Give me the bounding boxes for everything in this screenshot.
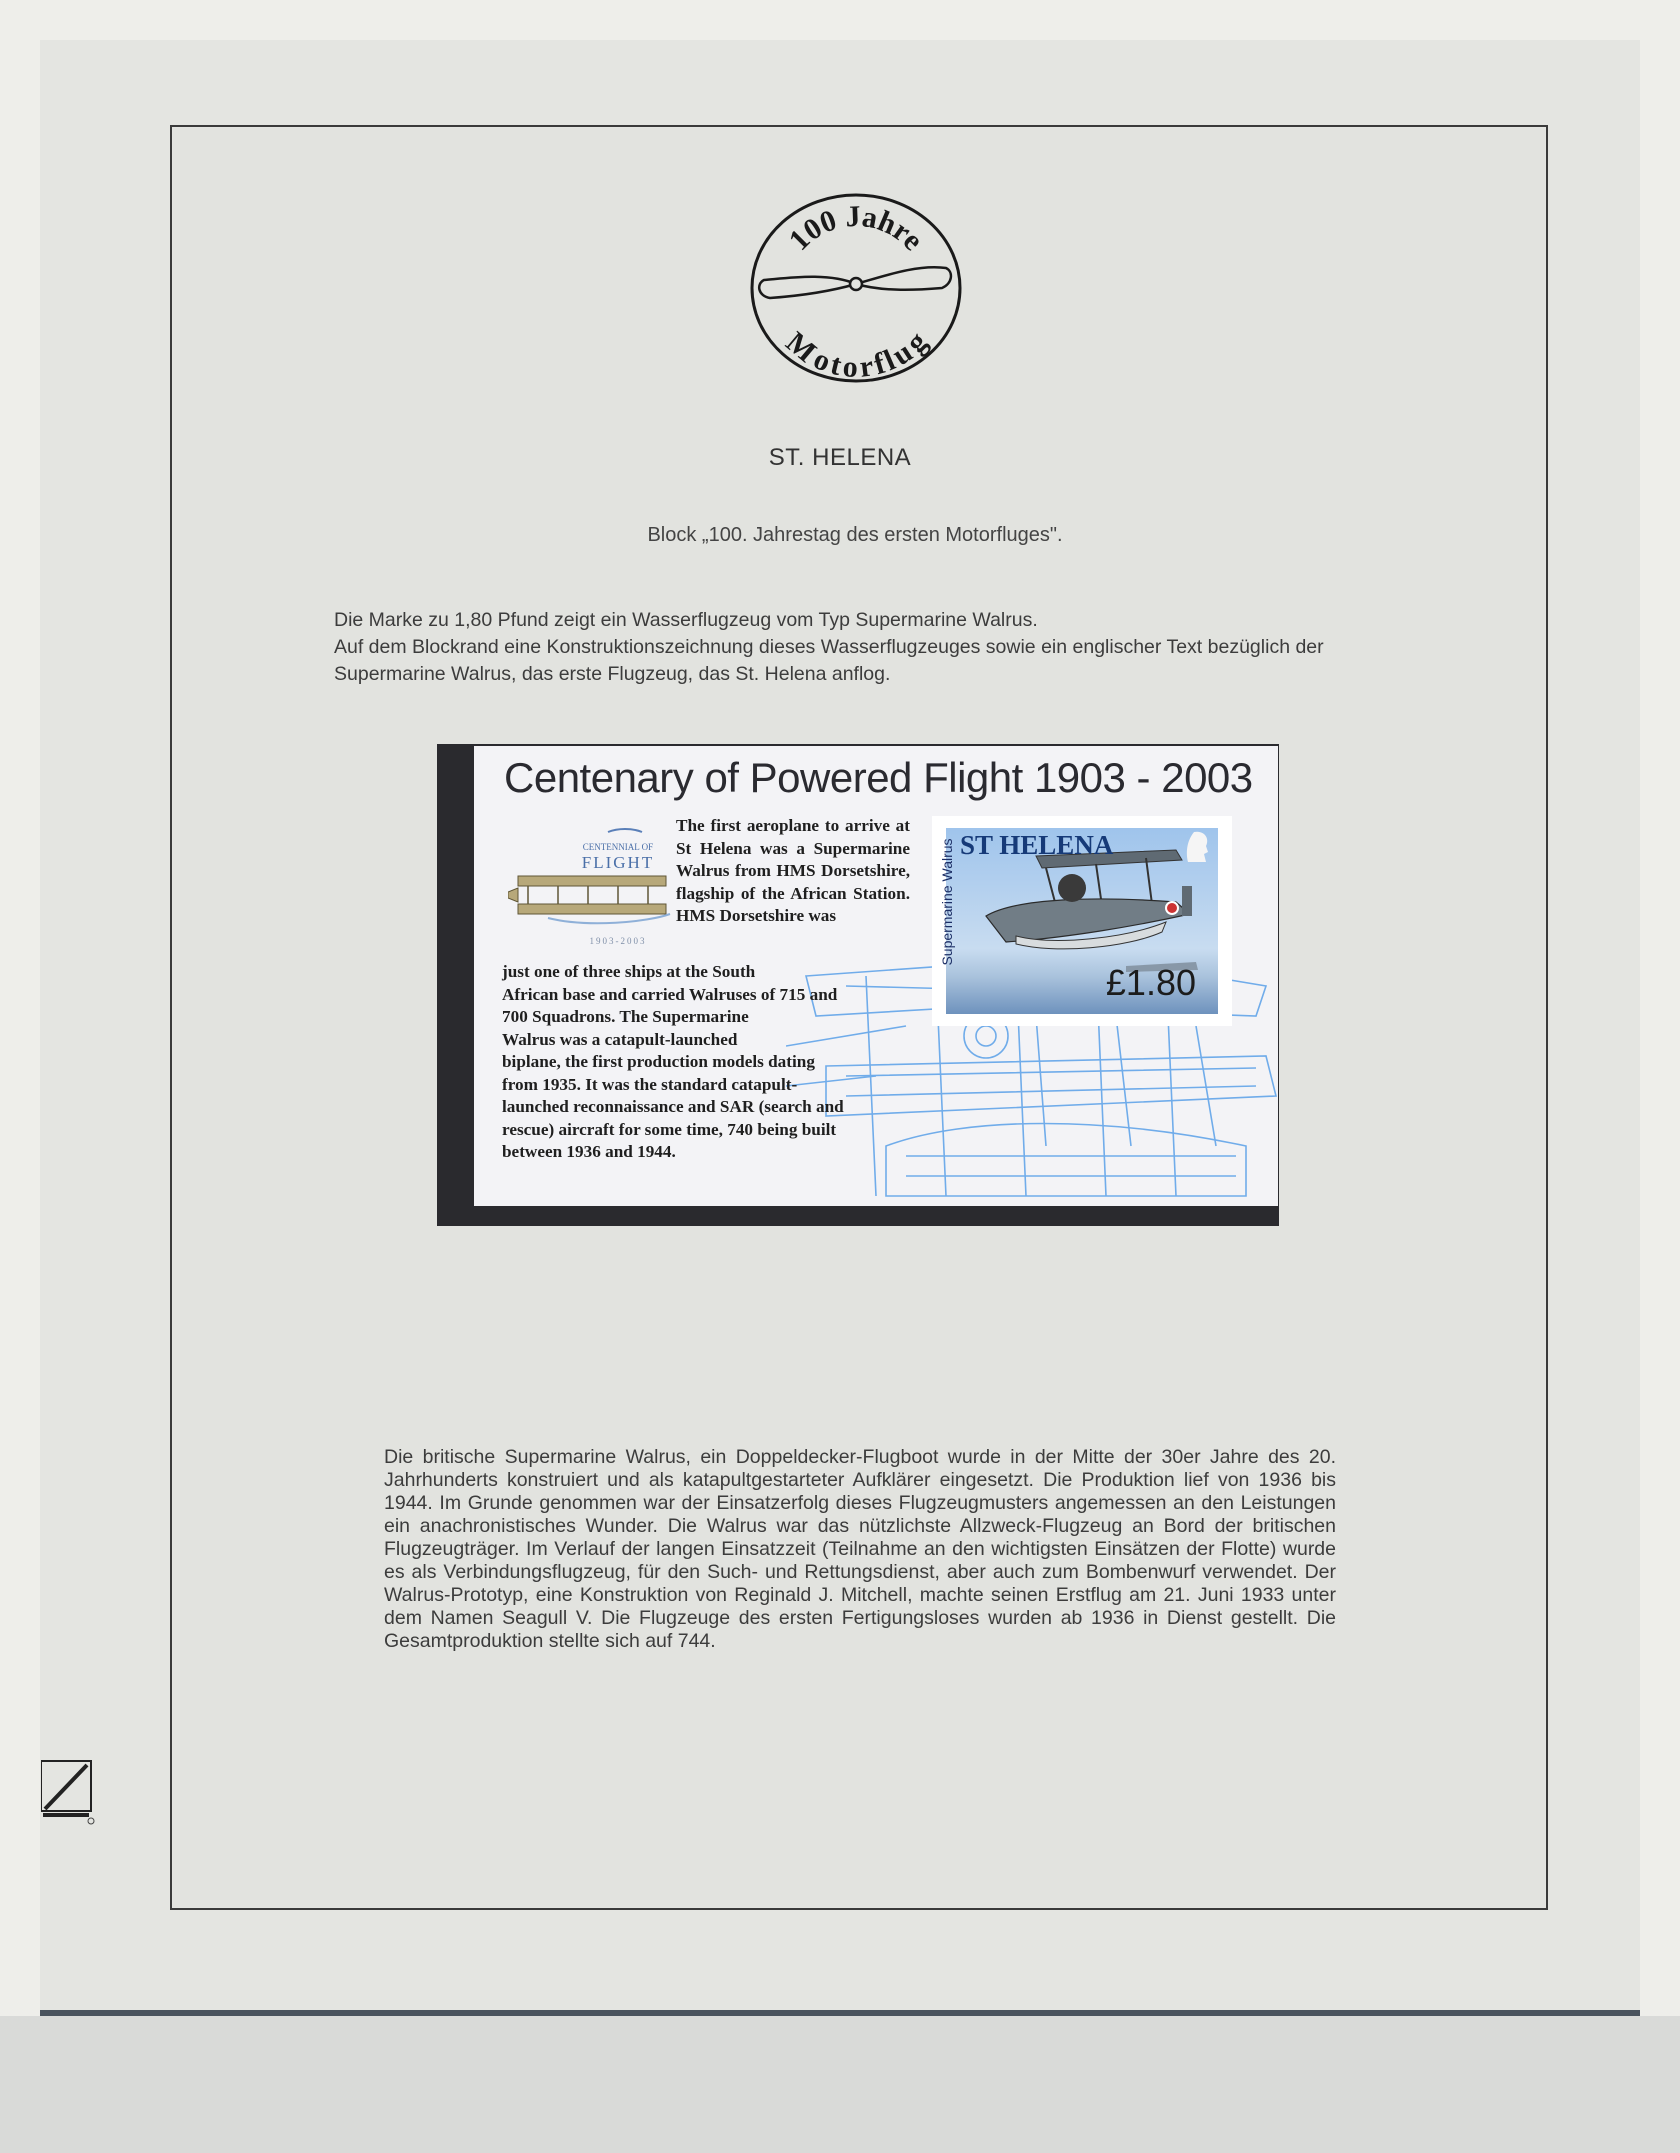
sheet-text-line: launched reconnaissance and SAR (search and <box>502 1097 844 1116</box>
sheet-text-line: from 1935. It was the standard catapult- <box>502 1074 798 1094</box>
sheet-text-line: 700 Squadrons. The Supermarine <box>502 1007 749 1026</box>
motorflug-logo <box>748 192 964 384</box>
queen-silhouette-icon <box>1184 830 1212 864</box>
country-heading: ST. HELENA <box>768 444 912 471</box>
description-line: Die Marke zu 1,80 Pfund zeigt ein Wasserflugzeug vom Typ Supermarine Walrus. <box>334 609 1038 631</box>
flight-logo-years: 1903-2003 <box>589 936 647 946</box>
sheet-left-border <box>456 746 474 1206</box>
background-surface <box>0 2016 1680 2153</box>
sheet-text-line: biplane, the first production models dating <box>502 1052 815 1071</box>
sheet-text-lower <box>502 961 868 1164</box>
sheet-text-upper: The first aeroplane to arrive at St Helena was a Supermarine Walrus from HMS Dorsetshire, flagship of the African Station. HMS Dorsetshire was <box>676 816 910 925</box>
sheet-title: Centenary of Powered Flight 1903 - 2003 <box>504 754 1253 801</box>
centennial-of-flight-logo <box>508 826 676 952</box>
propeller-icon <box>759 267 951 298</box>
sheet-text-line: just one of three ships at the South <box>502 962 756 981</box>
description-line: Supermarine Walrus, das erste Flugzeug, das St. Helena anflog. <box>334 663 891 685</box>
stamp-image <box>946 828 1218 1014</box>
logo-top-text: 100 Jahre <box>782 199 930 257</box>
sheet-text-line: rescue) aircraft for some time, 740 being built <box>502 1119 837 1139</box>
block-title: Block „100. Jahrestag des ersten Motorfluges". <box>647 524 1063 546</box>
sheet-text-line: African base and carried Walruses of 715 and <box>502 984 838 1004</box>
wright-flyer-icon <box>508 876 670 923</box>
souvenir-sheet <box>456 746 1278 1206</box>
flight-logo-line2: FLIGHT <box>581 853 655 872</box>
description-line: Auf dem Blockrand eine Konstruktionszeichnung dieses Wasserflugzeuges sowie ein englischer Text bezüglich der <box>334 636 1324 658</box>
logo-bottom-text: Motorflug <box>779 325 934 384</box>
sheet-text-line: Walrus was a catapult-launched <box>502 1029 738 1049</box>
publisher-mark-icon <box>41 1757 96 1827</box>
sheet-text-line: between 1936 and 1944. <box>502 1142 676 1161</box>
flight-logo-line1: CENTENNIAL OF <box>582 842 654 852</box>
stamp-subject: Supermarine Walrus <box>939 838 955 966</box>
bottom-description: Die britische Supermarine Walrus, ein Doppeldecker-Flugboot wurde in der Mitte der 30er Jahre des 20. Jahrhunderts konstruiert und als katapultgestarteter Aufklärer eingesetzt. Die Produktion lief von 1936 bis 1944. Im Grunde genommen war der Einsatzerfolg dieses Flugzeugmusters angemessen an den Leistungen ein anachronistisches Wunder. Die Walrus war das nützlichste Allzweck-Flugzeug an Bord der britischen Flugzeugträger. Im Verlauf der langen Einsatzzeit (Teilnahme an den wichtigsten Einsätzen der Flotte) wurde es als Verbindungsflugzeug, für den Such- und Rettungsdienst, aber auch zum Bombenwurf verwendet. Der Walrus-Prototyp, eine Konstruktion von Reginald J. Mitchell, machte seinen Erstflug am 21. Juni 1933 unter dem Namen Seagull V. Die Flugzeuge des ersten Fertigungsloses wurden ab 1936 in Dienst gestellt. Die Gesamtproduktion stellte sich auf 744. <box>384 1446 1336 1652</box>
stamp-value: £1.80 <box>1105 962 1196 1003</box>
stamp <box>932 816 1232 1026</box>
stamp-country: ST HELENA <box>960 830 1114 860</box>
description <box>334 607 1394 688</box>
